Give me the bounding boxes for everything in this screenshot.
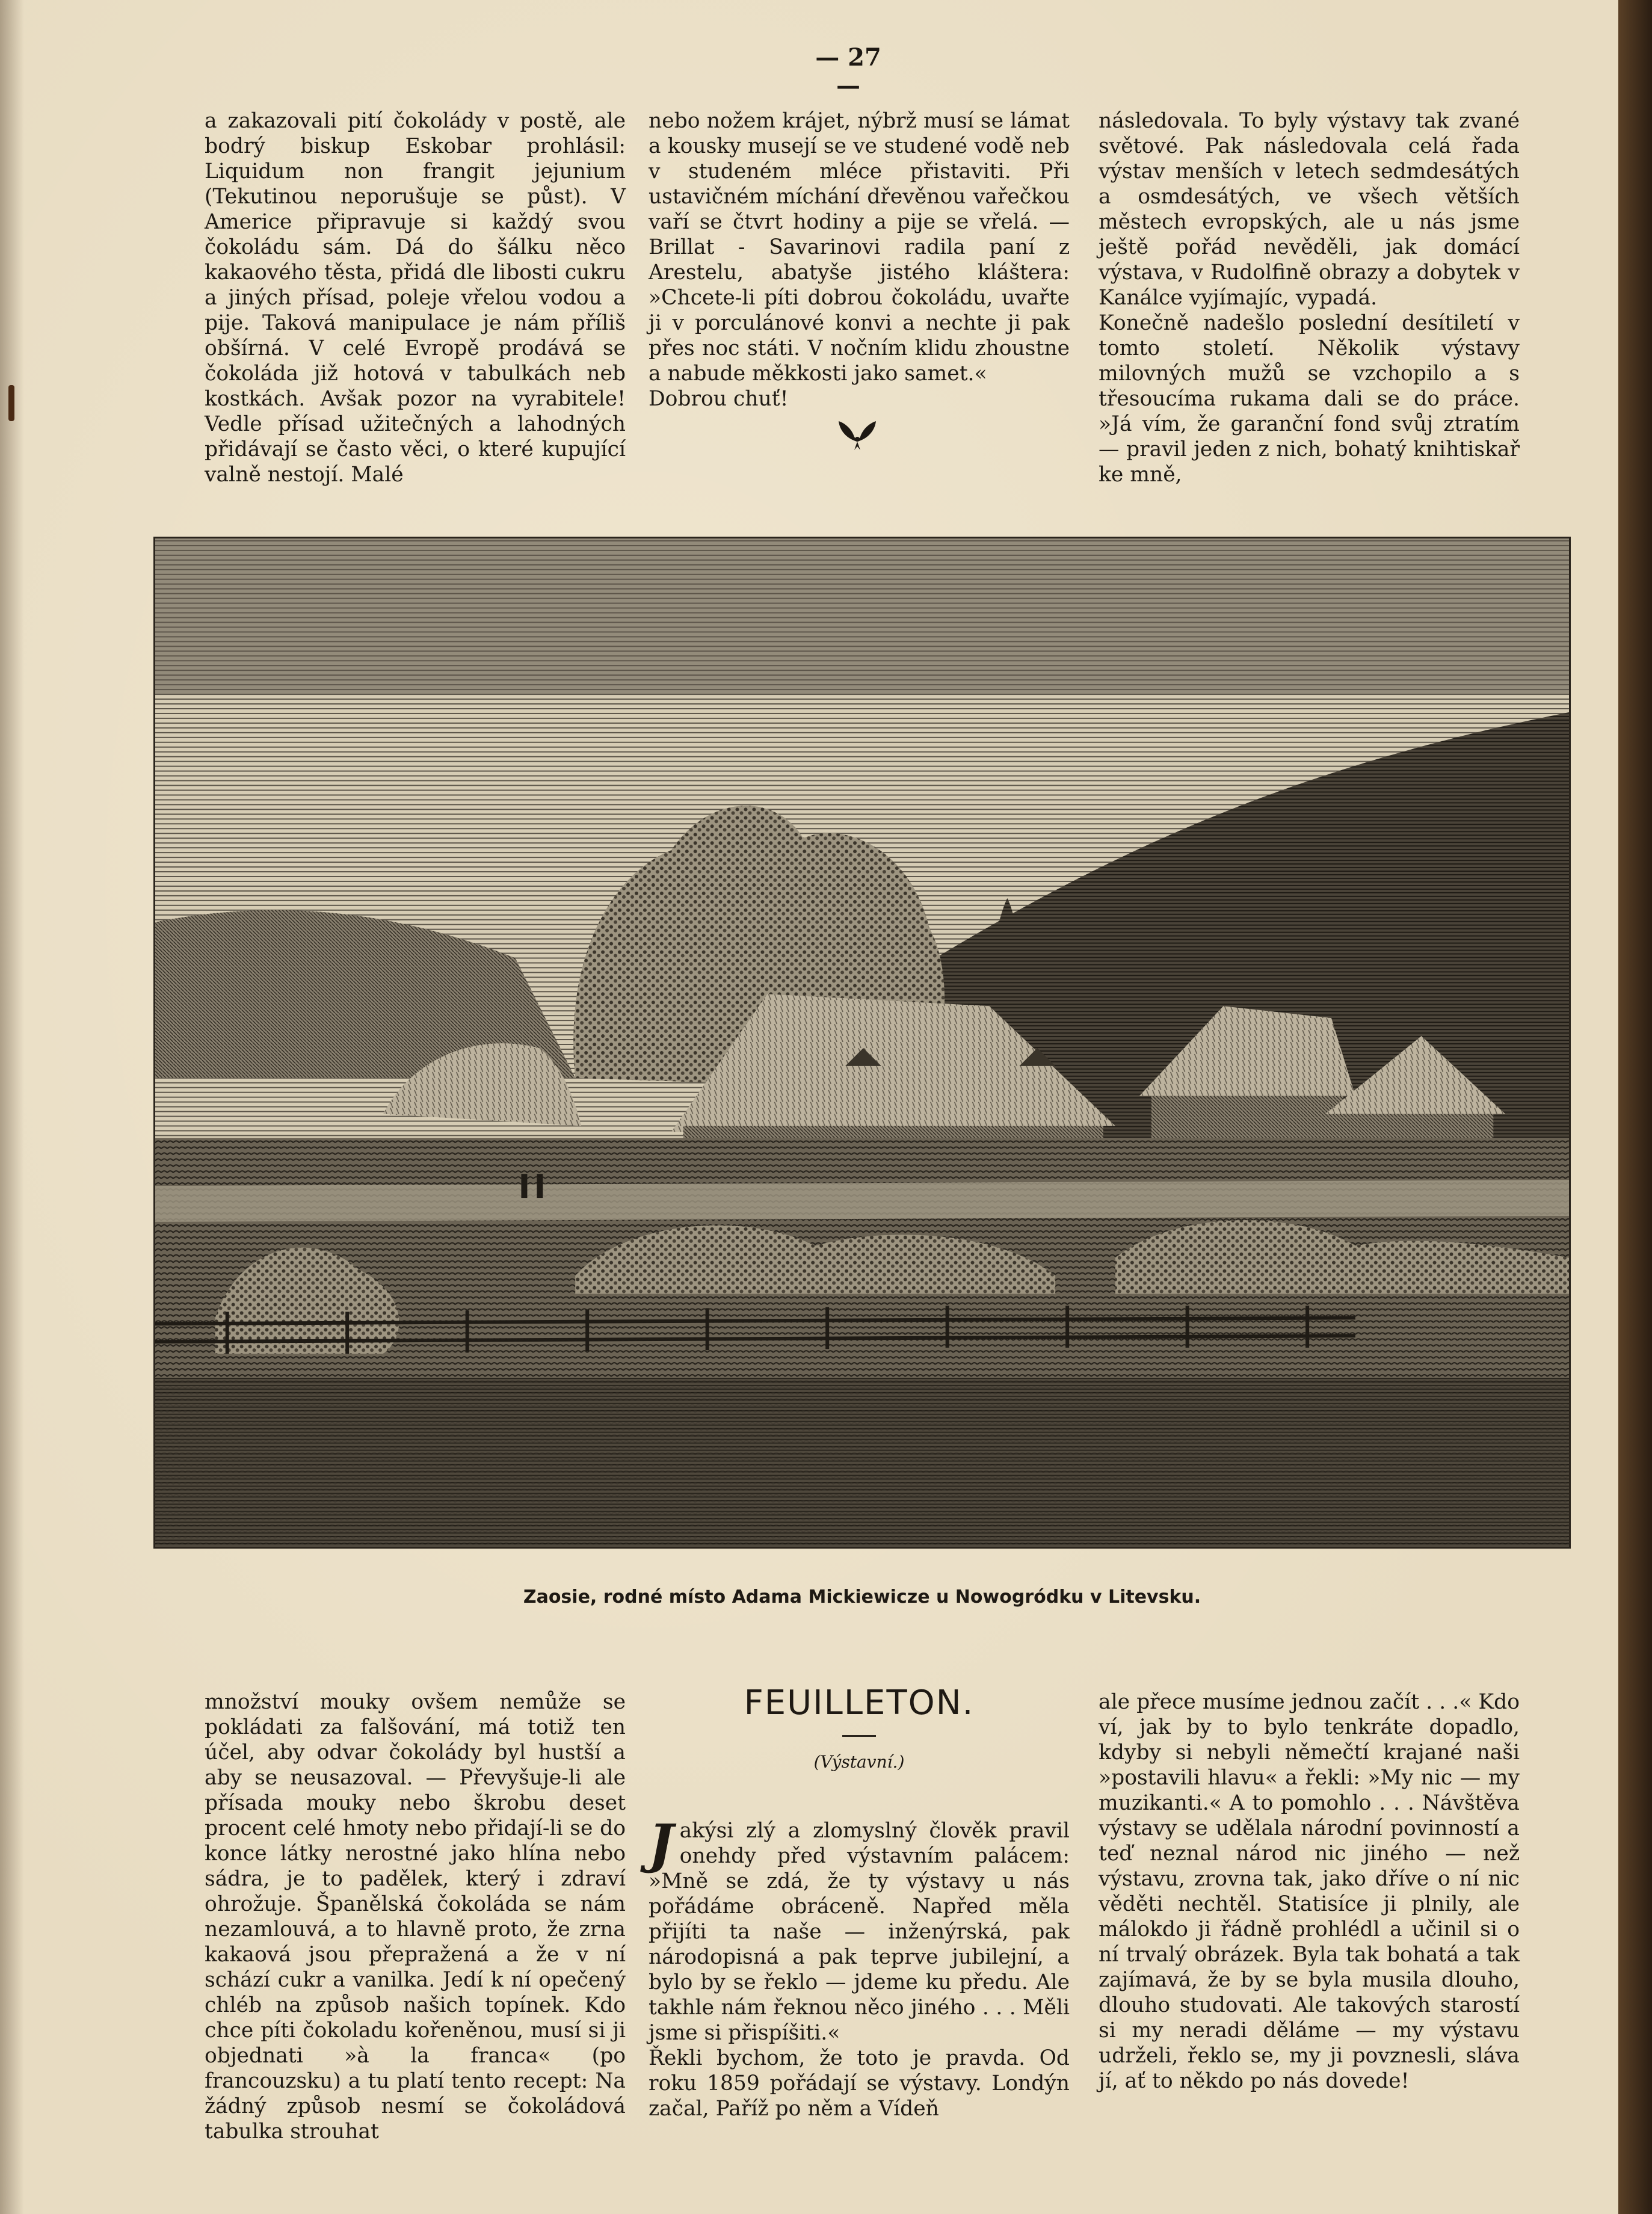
- section-subtitle: (Výstavní.): [813, 1752, 905, 1772]
- top-column-3: následovala. To byly výstavy tak zvané světové. Pak následovala celá řada výstav menších v letech sedmdesátých a osmdesátých, ve všech větších městech evropských, ale u nás jsme ještě pořád nevěděli, jak domácí výstava, v Rudolfině obrazy a dobytek v Kanálce vyjímajíc, vypadá. Konečně nadešlo poslední desítiletí v tomto století. Několik výstavy milovných mužů se vzchopilo a s třesoucíma rukama dali se do práce. »Já vím, že garanční fond svůj ztratím — pravil jeden z nich, bohatý knihtiskař ke mně,: [1099, 109, 1520, 487]
- title-rule: [842, 1735, 876, 1737]
- section-title: FEUILLETON.: [744, 1683, 975, 1722]
- binding-mark: [8, 385, 14, 421]
- top-column-2: nebo nožem krájet, nýbrž musí se lámat a kousky musejí se ve studené vodě neb v studeném mléce přistaviti. Při ustavičném míchání dřevěnou vařečkou vaří se čtvrt hodiny a pije se vřelá. — Brillat - Savarinovi radila paní z Arestelu, abatyše jistého kláštera: »Chcete-li píti dobrou čokoládu, uvařte ji v porculánové konvi a nechte ji pak přes noc státi. V nočním klidu zhoustne a nabude měkkosti jako samet.« Dobrou chuť!: [649, 109, 1070, 411]
- figure-caption: Zaosie, rodné místo Adama Mickiewicze u Nowogródku v Litevsku.: [523, 1586, 1201, 1608]
- page-gutter-shadow: [0, 0, 24, 2214]
- bottom-column-3: ale přece musíme jednou začít . . .« Kdo ví, jak by to bylo tenkráte dopadlo, kdyby si nebyli němečtí krajané naši »postavili hlavu« a řekli: »My nic — my muzikanti.« A to pomohlo . . . Návštěva výstavy se udělala národní povinností a teď neznal národ nic jiného — než výstavu, zrovna tak, jako dříve o ní nic věděti nechtěl. Statisíce ji plnily, ale málokdo ji řádně prohlédl a učinil si o ní trvalý obrázek. Byla tak bohatá a tak zajímavá, že by se byla musila dlouho, dlouho studovati. Ale takových starostí si my neradi děláme — my výstavu udrželi, řeklo se, my ji povznesli, sláva jí, ať to někdo po nás dovede!: [1099, 1690, 1520, 2093]
- page-number: — 27 —: [815, 43, 881, 100]
- book-edge: [1618, 0, 1652, 2214]
- feuilleton-text: akýsi zlý a zlomyslný člověk pravil onehdy před výstavním palácem: »Mně se zdá, že ty výstavy u nás pořádáme obráceně. Napřed měla přijíti ta naše — inženýrská, pak národopisná a pak teprve jubilejní, a bylo by se řeklo — jdeme ku předu. Ale takhle nám řeknou něco jiného . . . Měli jsme si přispíšiti.« Řekli bychom, že toto je pravda. Od roku 1859 pořádají se výstavy. Londýn začal, Paříž po něm a Vídeň: [649, 1819, 1070, 2121]
- top-column-1: a zakazovali pití čokolády v postě, ale bodrý biskup Eskobar prohlásil: Liquidum non frangit jejunium (Tekutinou neporušuje se půst). V Americe připravuje si každý svou čokoládu sám. Dá do šálku něco kakaového těsta, přidá dle libosti cukru a jiných přísad, poleje vřelou vodou a pije. Taková manipulace je nám příliš obšírná. V celé Evropě prodává se čokoláda již hotová v tabulkách neb kostkách. Avšak pozor na vyrabitele! Vedle přísad užitečných a lahodných přidávají se často věci, o které kupující valně nestojí. Malé: [205, 109, 626, 487]
- bottom-column-2: [649, 1793, 1070, 2121]
- drop-cap: J: [649, 1812, 674, 1875]
- bottom-column-1: množství mouky ovšem nemůže se pokládati za falšování, má totiž ten účel, aby odvar čokolády byl hustší a aby se neusazoval. — Převyšuje-li ale přísada mouky nebo škrobu deset procent celé hmoty nebo přidají-li se do konce látky nerostné jako hlína nebo sádra, je to padělek, který i zdraví ohrožuje. Španělská čokoláda se nám nezamlouvá, a to hlavně proto, že zrna kakaová jsou přepražená a že v ní schází cukr a vanilka. Jedí k ní opečený chléb na způsob našich topínek. Kdo chce píti čokoladu kořeněnou, musí si ji objednati »à la franca« (po francouzsku) a tu platí tento recept: Na žádný způsob nesmí se čokoládová tabulka strouhat: [205, 1690, 626, 2144]
- fleuron-ornament: [836, 415, 878, 451]
- engraving-illustration: [153, 537, 1571, 1549]
